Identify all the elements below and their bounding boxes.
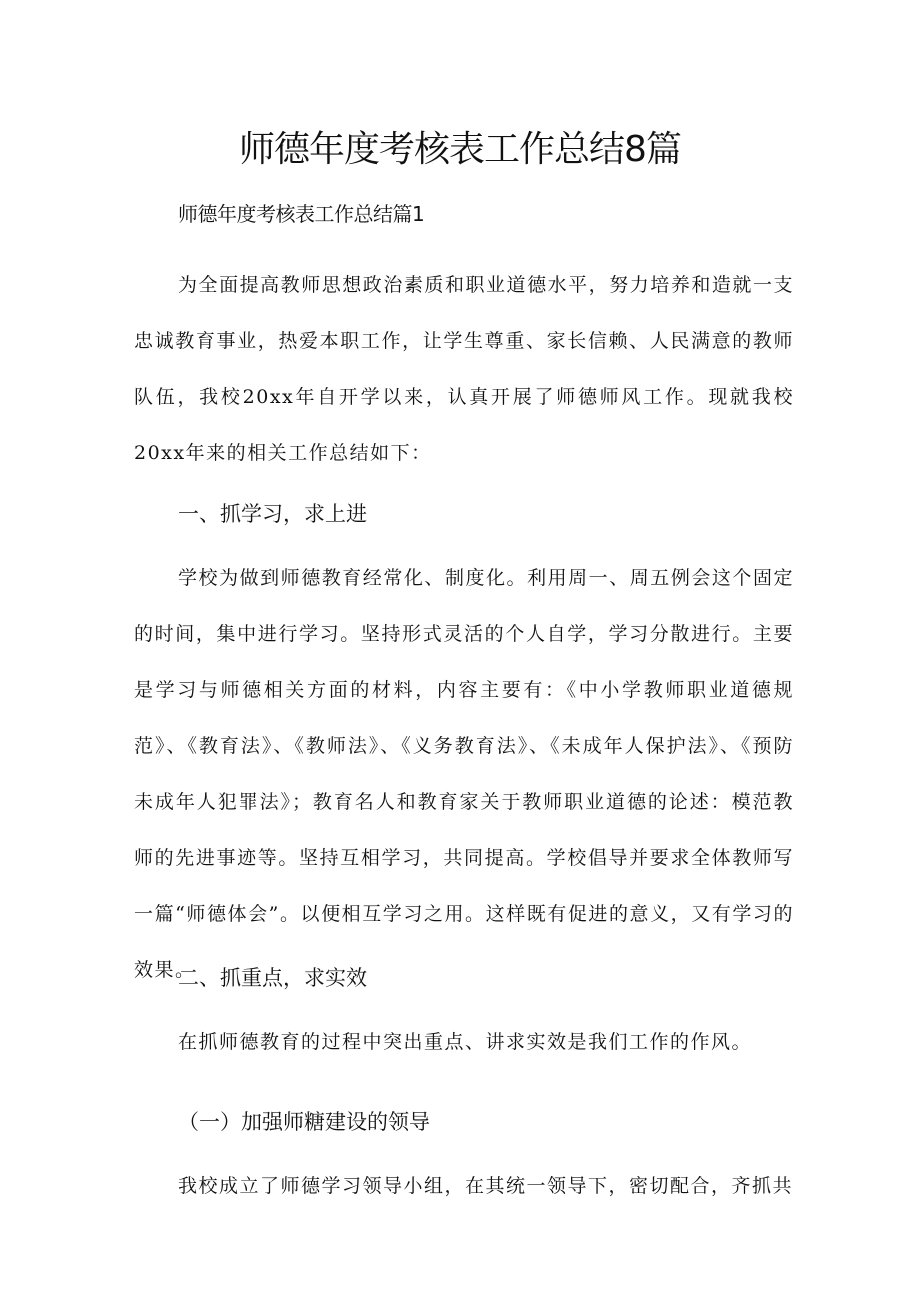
document-title: 师德年度考核表工作总结8篇 xyxy=(239,129,681,170)
section-heading-1: 一、抓学习，求上进 xyxy=(178,502,367,526)
section-subtitle: 师德年度考核表工作总结篇1 xyxy=(178,202,425,226)
paragraph-intro: 为全面提高教师思想政治素质和职业道德水平，努力培养和造就一支忠诚教育事业，热爱本职工作，让学生尊重、家长信赖、人民满意的教师队伍，我校20xx年自开学以来，认真开展了师德师风工作。现就我校20xx年来的相关工作总结如下： xyxy=(134,274,794,464)
paragraph-leadership: 我校成立了师德学习领导小组，在其统一领导下，密切配合，齐抓共 xyxy=(178,1175,794,1197)
section-heading-2: 二、抓重点，求实效 xyxy=(178,966,367,990)
paragraph-study: 学校为做到师德教育经常化、制度化。利用周一、周五例会这个固定的时间，集中进行学习。坚持形式灵活的个人自学，学习分散进行。主要是学习与师德相关方面的材料，内容主要有：《中小学教师职业道德规范》、《教育法》、《教师法》、《义务教育法》、《未成年人保护法》、《预防未成年人犯罪法》；教育名人和教育家关于教师职业道德的论述：模范教师的先进事迹等。坚持互相学习，共同提高。学校倡导并要求全体教师写一篇“师德体会”。以便相互学习之用。这样既有促进的意义，又有学习的效果。 xyxy=(134,567,794,981)
paragraph-focus: 在抓师德教育的过程中突出重点、讲求实效是我们工作的作风。 xyxy=(178,1031,753,1053)
subsection-heading-1: （一）加强师糖建设的领导 xyxy=(178,1110,430,1134)
